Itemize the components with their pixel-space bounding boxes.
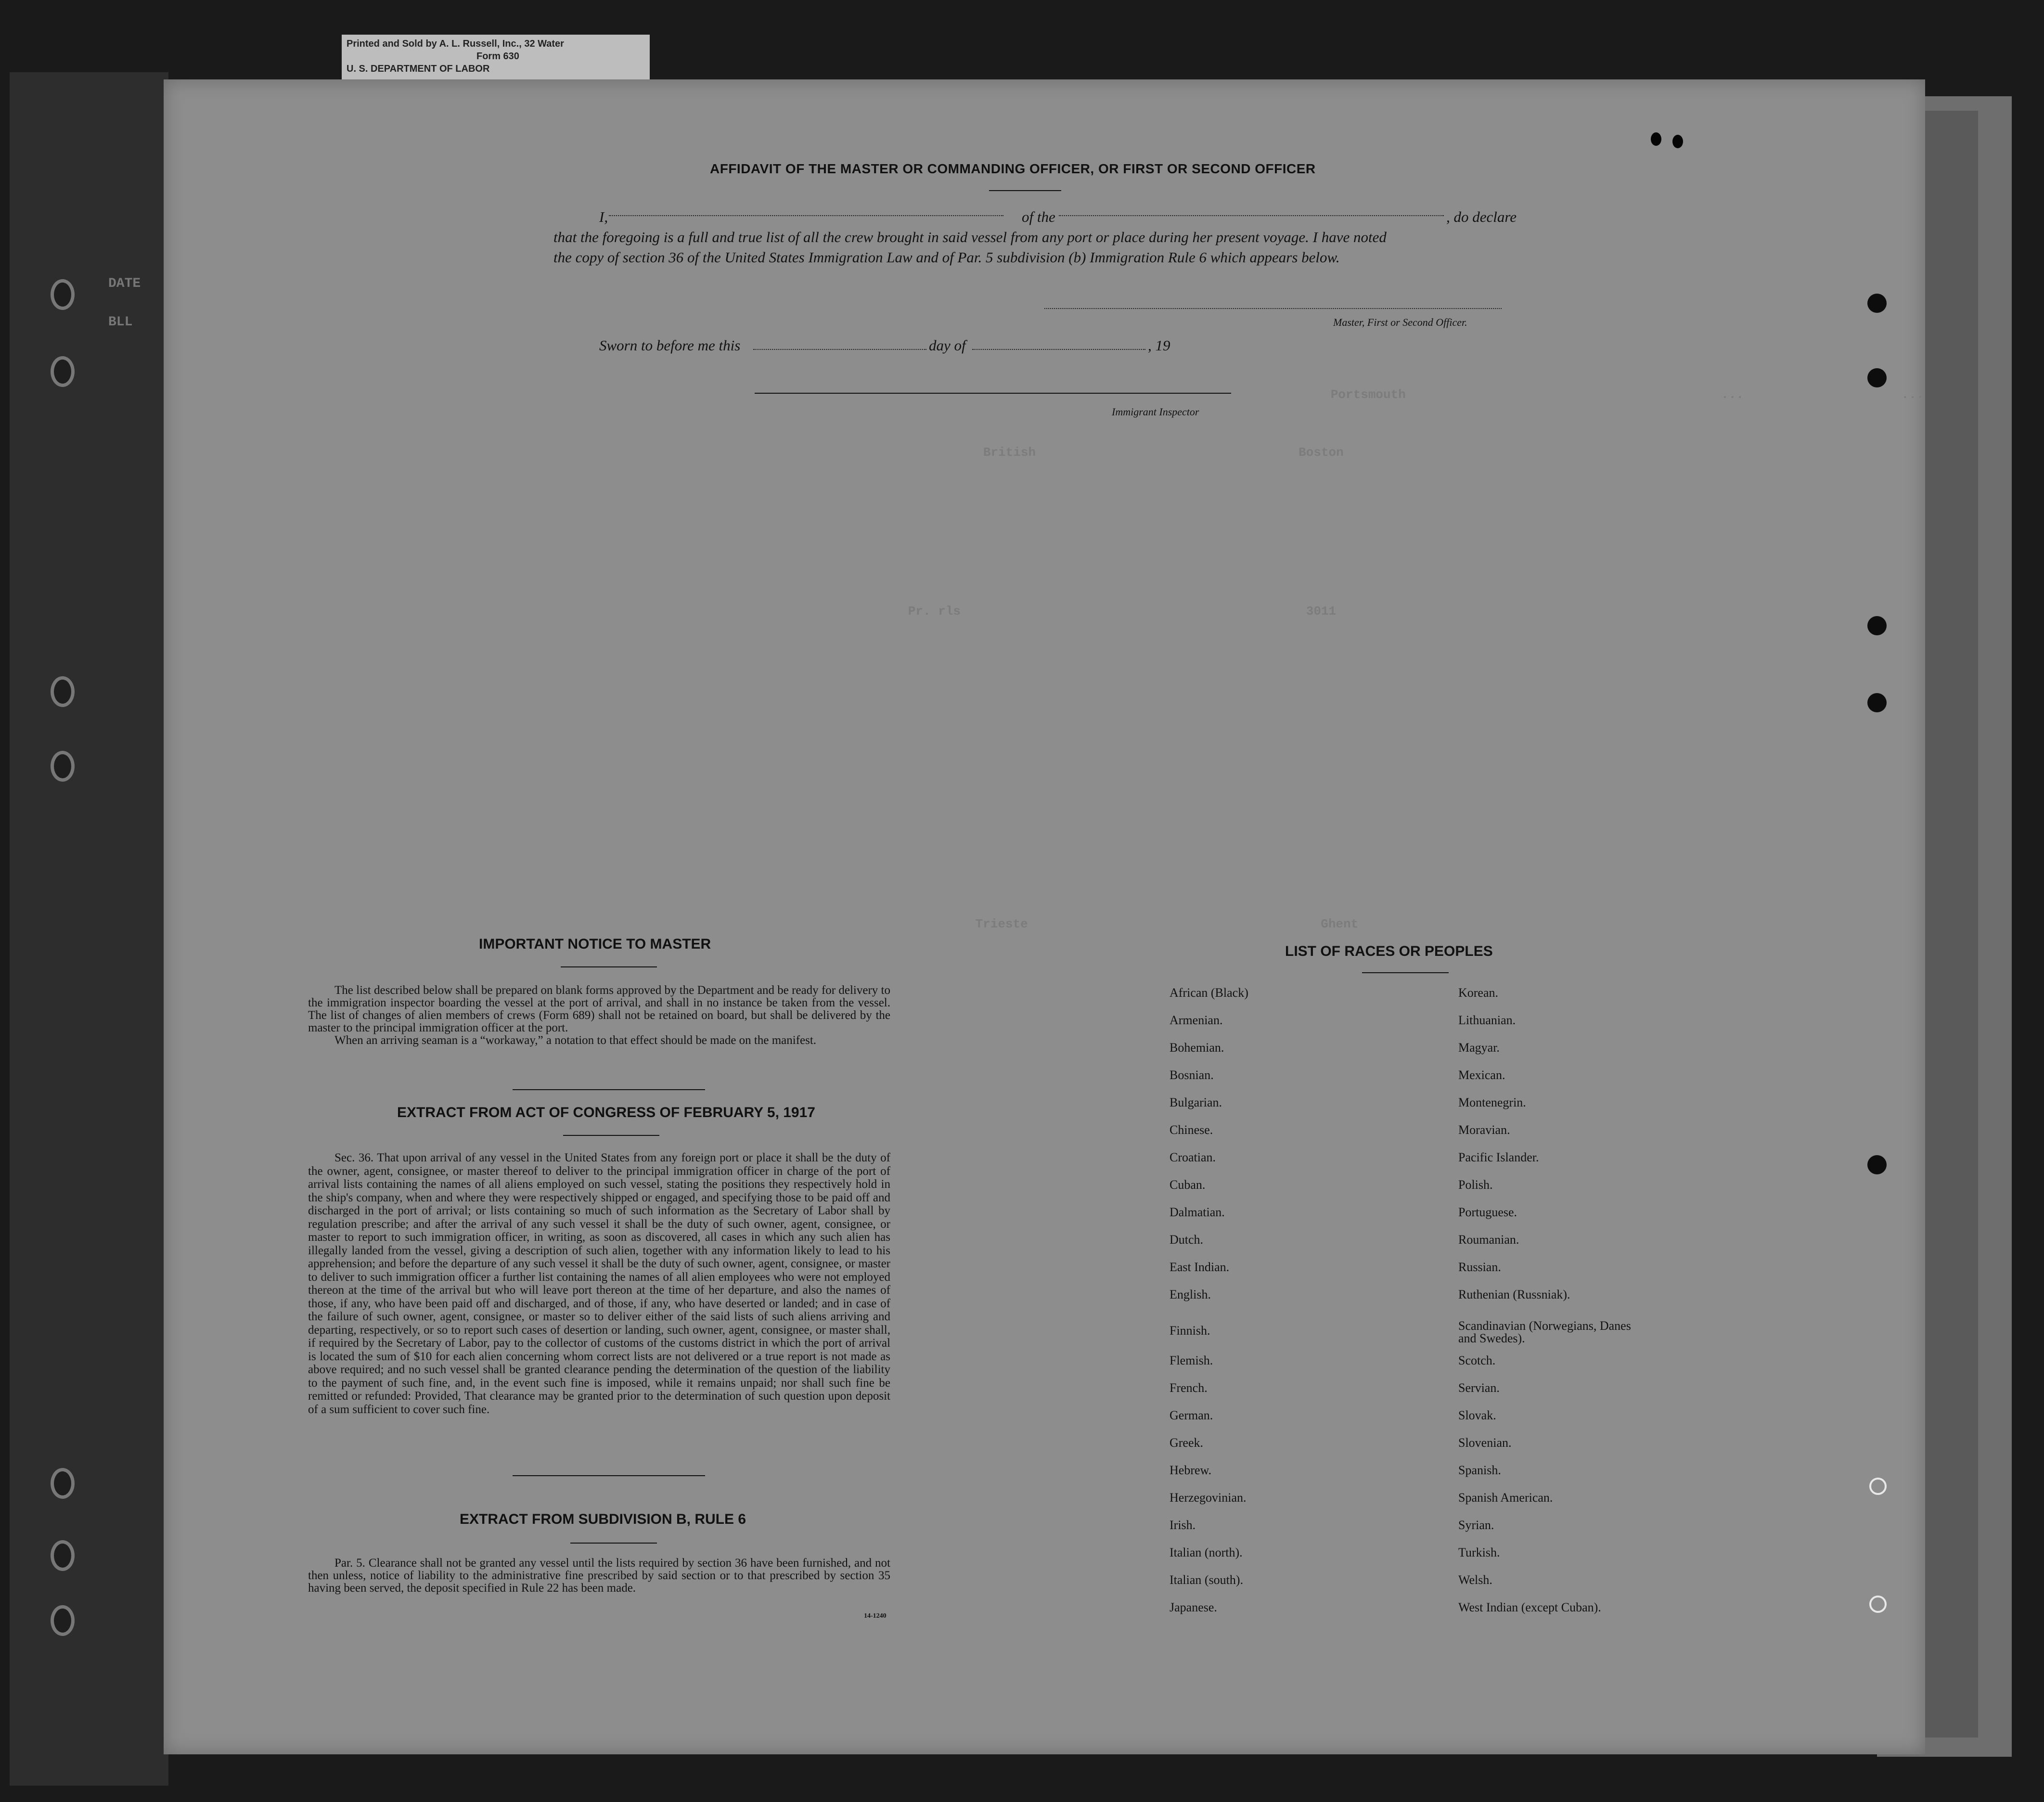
race-item: Roumanian. [1458,1233,1519,1247]
inspector-signature-line[interactable] [755,393,1231,394]
race-item: Flemish. [1170,1353,1213,1367]
race-item: Slovak. [1458,1408,1496,1422]
race-item: Turkish. [1458,1545,1500,1559]
name-blank[interactable] [609,215,1003,216]
notice-title: IMPORTANT NOTICE TO MASTER [479,936,711,952]
race-item: Dalmatian. [1170,1205,1225,1219]
section-36-text: Sec. 36. That upon arrival of any vessel in the United States from any foreign port or place it shall be the duty of the owner, agent, consignee, or master thereof to deliver to the principal immigration officer in charge of the port of arrival lists containing the names of all aliens employed on such vessel, stating the positions they respectively hold in the ship's company, when and where they were respectively shipped or engaged, and specifying those to be paid off and discharged in the port of arrival; or lists containing so much of such information as the Secretary of Labor shall by regulation prescribe; and after the arrival of any such vessel it shall be the duty of such owner, agent, consignee, or master to report to such immigration officer, in writing, as soon as discovered, all cases in which any such alien has illegally landed from the vessel, giving a description of such alien, together with any information likely to lead to his apprehension; and before the departure of any such vessel it shall be the duty of such owner, agent, consignee, or master to deliver to such immigration officer a further list containing the names of all alien employees who were not employed thereon at the time of the arrival but who will leave port thereon at the time of her departure, and also the names of those, if any, who have been paid off and discharged, and of those, if any, who have deserted or landed; and in case of the failure of such owner, agent, consignee, or master so to deliver either of the said lists of such aliens arriving and departing, respectively, or so to report such cases of desertion or landing, such owner, agent, consignee, or master shall, if required by the Secretary of Labor, pay to the collector of customs of the customs district in which the port of arrival is located the sum of $10 for each alien concerning whom correct lists are not delivered or a true report is not made as above required; and no such vessel shall be granted clearance pending the determination of the question of the liability to the payment of such fine, and, in the event such fine is imposed, while it remains unpaid; nor shall such fine be remitted or refunded: Provided, That clearance may be granted prior to the determination of such question upon deposit of a sum sufficient to cover such fine. [308,1151,890,1416]
affidavit-body-line2: the copy of section 36 of the United States Immigration Law and of Par. 5 subdivision (b) Immigration Rule 6 which appears below. [553,249,1340,266]
races-title: LIST OF RACES OR PEOPLES [1285,943,1493,959]
race-item: French. [1170,1381,1208,1395]
races-column-1 [1170,986,1248,1628]
extract-act-underline [563,1135,659,1136]
race-item: Chinese. [1170,1123,1213,1137]
affidavit-body-line1: that the foregoing is a full and true list of all the crew brought in said vessel from any port or place during her present voyage. I have noted [553,229,1387,245]
race-item: Syrian. [1458,1518,1494,1532]
title-underline [989,190,1061,191]
pin-hole [1672,135,1683,148]
race-item: Greek. [1170,1436,1204,1450]
vessel-blank[interactable] [1059,215,1444,216]
races-underline [1362,972,1449,973]
race-item-scandinavian: Scandinavian (Norwegians, Danes and Swedes). [1458,1319,1631,1345]
race-item: Finnish. [1170,1324,1210,1338]
binder-hole [51,1468,75,1499]
extract-rule-title: EXTRACT FROM SUBDIVISION B, RULE 6 [460,1511,746,1527]
race-item: Servian. [1458,1381,1500,1395]
race-item: Spanish. [1458,1463,1501,1477]
race-item: Slovenian. [1458,1436,1512,1450]
inspector-caption: Immigrant Inspector [1112,406,1199,418]
binder-hole [51,1540,75,1571]
page-hole [1867,616,1887,635]
race-item: Japanese. [1170,1600,1217,1614]
race-item: English. [1170,1287,1211,1301]
sworn-prefix: Sworn to before me this [599,337,741,354]
tab-department: U. S. DEPARTMENT OF LABOR [347,64,490,74]
race-item: Bulgarian. [1170,1095,1222,1109]
bleed-through-text: Portsmouth ... ... [1271,387,1924,402]
notice-paragraph-2: When an arriving seaman is a “workaway,” a notation to that effect should be made on the manifest. [334,1034,817,1047]
affidavit-page [164,79,1925,1754]
sworn-year: , 19 [1148,337,1170,354]
bleed-through-text: British Boston [886,445,1449,460]
page-ring-hole [1869,1478,1887,1495]
par-5-text: Par. 5. Clearance shall not be granted any vessel until the lists required by section 36 have been furnished, and not then unless, notice of liability to the administrative fine prescribed by said section or to that prescribed by section 35 having been served, the deposit specified in Rule 22 has been made. [308,1557,890,1595]
race-item: Dutch. [1170,1233,1204,1247]
form-code: 14-1240 [864,1612,887,1620]
race-item: Herzegovinian. [1170,1491,1247,1505]
declaration-end: , do declare [1446,208,1517,225]
race-item: Moravian. [1458,1123,1510,1137]
master-caption: Master, First or Second Officer. [1333,316,1467,328]
race-item: Welsh. [1458,1573,1492,1587]
pin-hole [1651,132,1661,146]
sworn-month-blank[interactable] [972,349,1145,350]
master-signature-line[interactable] [1044,308,1502,309]
sworn-day-of: day of [929,337,966,354]
race-item: West Indian (except Cuban). [1458,1600,1601,1614]
affidavit-title: AFFIDAVIT OF THE MASTER OR COMMANDING OFFICER, OR FIRST OR SECOND OFFICER [710,161,1316,176]
declaration-of-the: of the [1022,208,1055,225]
declaration-i: I, [599,208,608,225]
binder-hole [51,356,75,387]
extract-act-body [308,1151,890,1416]
race-item: Korean. [1458,986,1499,1000]
extract-rule-body [308,1557,890,1595]
page-hole [1867,693,1887,712]
race-item: Polish. [1458,1178,1493,1192]
race-item: Italian (north). [1170,1545,1243,1559]
page-hole [1867,294,1887,313]
race-item: German. [1170,1408,1213,1422]
page-ring-hole [1869,1596,1887,1613]
race-item: Armenian. [1170,1013,1223,1027]
race-item: Cuban. [1170,1178,1206,1192]
extract-act-title: EXTRACT FROM ACT OF CONGRESS OF FEBRUARY 5, 1917 [397,1105,815,1120]
race-item: Irish. [1170,1518,1196,1532]
race-item: Montenegrin. [1458,1095,1526,1109]
race-item: Spanish American. [1458,1491,1553,1505]
race-item: Bosnian. [1170,1068,1214,1082]
bleed-through-text: Pr. rls 3011 [886,604,1337,618]
bleed-through-text: Trieste Ghent [645,917,1359,931]
tab-printer-line: Printed and Sold by A. L. Russell, Inc., 32 Water [347,39,564,49]
section-divider [513,1089,705,1090]
binder-hole [51,279,75,310]
extract-rule-underline [570,1543,657,1544]
race-item: Croatian. [1170,1150,1216,1164]
sworn-day-blank[interactable] [753,349,926,350]
race-item: Scotch. [1458,1353,1496,1367]
race-item: Magyar. [1458,1041,1500,1055]
notice-underline [561,966,657,967]
race-item: Mexican. [1458,1068,1505,1082]
binder-spine [10,72,168,1786]
notice-body [308,984,890,1047]
binder-hole [51,751,75,782]
race-item: Hebrew. [1170,1463,1212,1477]
race-item: Italian (south). [1170,1573,1244,1587]
race-item: East Indian. [1170,1260,1230,1274]
race-item: African (Black) [1170,986,1248,1000]
page-hole [1867,368,1887,387]
race-item: Bohemian. [1170,1041,1224,1055]
race-item: Lithuanian. [1458,1013,1516,1027]
binder-bleed-text: DATE BLL [108,276,141,330]
tab-form-number: Form 630 [476,51,519,62]
race-item: Portuguese. [1458,1205,1517,1219]
page-hole [1867,1155,1887,1174]
binder-hole [51,676,75,707]
race-item: Ruthenian (Russniak). [1458,1287,1570,1301]
races-column-2 [1458,986,1632,1628]
binder-hole [51,1605,75,1636]
notice-paragraph-1: The list described below shall be prepared on blank forms approved by the Department and be ready for delivery to the immigration inspector boarding the vessel at the port of arrival, and shall in no instance be taken from the vessel. The list of changes of alien members of crews (Form 689) shall not be retained on board, but shall be delivered by the master to the principal immigration officer at the port. [308,984,890,1034]
race-item: Pacific Islander. [1458,1150,1539,1164]
section-divider [513,1475,705,1476]
race-item: Russian. [1458,1260,1501,1274]
